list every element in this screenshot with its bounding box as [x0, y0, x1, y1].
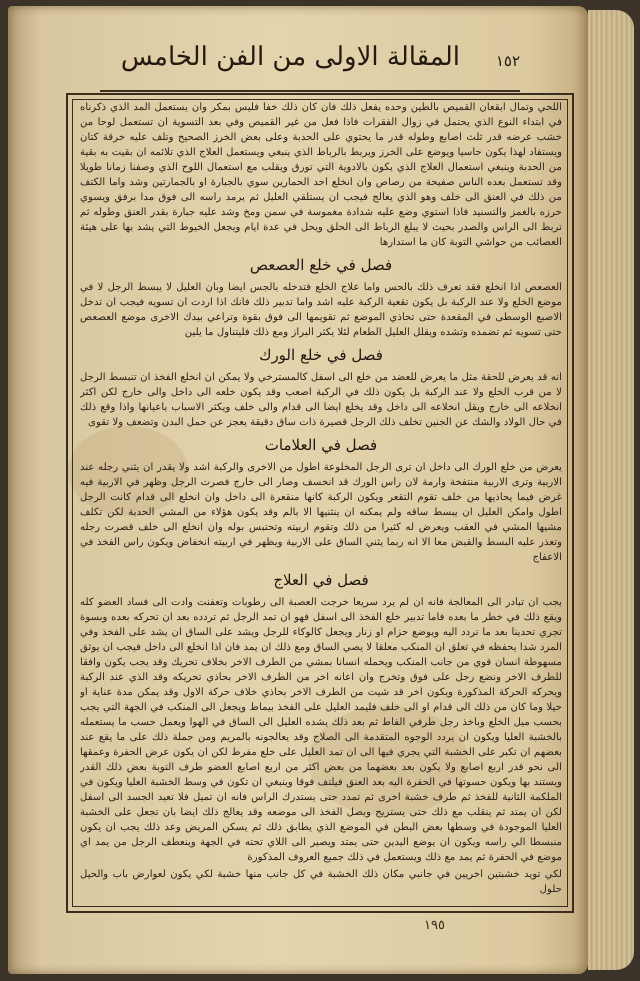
section-heading: فصل في العلامات: [264, 436, 378, 454]
section-text: يجب ان تبادر الى المعالجة فانه ان لم يرد سريعا خرجت العصبة الى رطوبات وتعفنت وادت الى فساد العضو كله ويقع ذلك في خطر ما بعده فاما تدبير خلع الفخذ الى اسفل فهو ان تمد الرجل ثم تردده بعد ان تحركه بعده وبسوة تجري تحدينا بعد ما تردد اليه ويوضع حزام او زنار ويجعل كالوكاء للرجل ويشد على الساق ان يشد على الفخذ وفي المرد شدا يحفظه في تعلق ان المنكب معلقا لا يصي الساق ومع ذلك ان يمد فان اذا انخلع الى داخل فيجب ان يوثق مسهوطة انسان قوي من جانب المنكب ويحمله انسانا بمشي من الطرف الاخر بخلاف تحريك وقد يجب يكون وافقا للطرف الاخر ونضع رجل على فوق وتخرج وان اعانه اخر من الطرف الاخر بحاذي تحريكه وقد الذي عند الركبة ويحركه الحركة المذكورة ويكون اخر قد شيت من الطرف الاخر بحاذي خلاف حركة الاول وقد يمكن مدة عناية او حيلا وما كان من ذلك الى قدام او الى خلف فليمد العليل على الفخذ بيماط ويجعل الى المنكب في الجهة التي يجب بحسب ميل الخلع وباخذ رجل طرفي الفاط ثم بعد ذلك يشده العليل الى الساق في الهوا ويعمل حسب ما يستعمله بالخشبة العليا ويكون ان يردد الوجوه المتقدمة الى الصلاح وقد يعالجونه بالمريم ومن جملة ذلك على ما يقع عند بعضهم ان تكبر على الخشبة التي يجري فيها الى ان تمد العليل على خلع مفرط لكن ان يكون عرض الحفرة وعمقها الى نحو قدر اربع اصابع ولا يكون بعد بعضهما من بعض اكثر من اربع اصابع العضو طرف التوبة بعض ذلك القدر ويستند بها ويكون حسوتها في الحفرة اليه بعد العنق فيلتف فوقا وينبغي ان تكون في وسط الخشبة العليا ويكون في الملكمة الثانية للفخذ ثم طرف خشبة اخرى ثم تمدد حتى يستدرك الراس فانه ان تميل فلا تعيد الجسد الى اسفل لكن ان يمتد ثم ينقلب مع ذلك حتى يستريح ويصل الفخذ الى موضعه وقد يعالج ذلك ايضا بان تجعل على الخشبة العليا الموجودة في وسطها بعض البطن في الموضع الذي يطابق ذلك ثم يسكن المريض وعد ذلك يجب ان يكون منبسطا الي راسه ويكون ان يوضع اليدين حتى يمتد ويصير الى اللاي تحته في الجهة وينعطف الرجل من يمد اي موضع في الحفرة ثم يمد مع ذلك ويستعمل في ذلك جميع العروف المذكورة: [80, 597, 562, 863]
section-heading: فصل في خلع العصعص: [249, 256, 393, 274]
section-text: العصعص اذا انخلع فقد تعرف ذلك بالحس واما علاج الخلع فتدخله بالجس ايضا وبان العليل لا يبسط الرجل لا في موضع الخلع ولا عند الركبة بل يكون تقعية الركبة عليه اشد واما تدبير ذلك فانك اذا اردت ان تسويه فيجب ان تدخل الاصبع الوسطى في المقعدة حتى تحاذي الموضع ثم تقويمها الى فوق بقوة وتراعي بيدك الاخرى موضع العصعص حتى تسويه ثم تضمده وتشده ويقلل العليل الطعام لئلا يكثر البراز ومع ذلك فليتناول ما يلين: [80, 282, 562, 338]
chapter-title: المقالة الاولى من الفن الخامس: [120, 42, 460, 72]
section-text: يعرض من خلع الورك الى داخل ان ترى الرجل المخلوعة اطول من الاخرى والركبة اشد ولا يقدر ان يثني رجله عند الاربية وترى الاربية منتفخة وارمة لان راس الورك قد انخسف وصار الى خارج فصرت الرجل وظهر في الاربية فيه غرض فيما يحاذيها من خلف تقوم التقعر ويكون الركبة كانها منقعرة الى داخل وان انخلع الى قدام كانت الرجل اطول وامكن العليل ان يبسط ساقه ولم يمكنه ان ينثنيها الا بالم وقد يكون هؤلاء من المشي الحدبة لكن تكلف مشيها المشي في العقب ويعرض له كثيرا من ذلك وتقوم اربيته وتحتبس بوله وان انخلع الى خلف قصرت رجله وتعذر عليه البسط والقبض معا الا انه ربما يثني الساق على الاربية ويظهر في اربيته انخفاض ويكون راس الفخذ في الاعفاج: [80, 462, 562, 563]
main-text: [80, 100, 562, 906]
section-heading: فصل في خلع الورك: [259, 346, 383, 364]
page-edges: [588, 10, 634, 970]
page-number-bottom: ١٩٥: [424, 918, 445, 933]
intro-paragraph: اللحي وتمال ابقعان القميص بالطين وحده يفعل ذلك فان كان ذلك خفا فليس بمكر وان يستعمل المد الذي ذكرناه في ابتداء النوع الذي يحتمل في زوال الفقرات فاذا فعل من غير القميص وفي بعد التسوية ان تستعمل لوحا من خشب عرضه قدر ثلث اصابع وطوله قدر ما يحتوي على الحدبة وعلى بعض الخرز الصحيح وتلف عليه خرقة كتان ويستفاد لهذا يكون حاسيا ويوضع على الخرز ويربط بالرباط الذي ينبغي ويستعمل العلاج الذي تلائمه ان بقيت به بقية من الحدبة وينبغي استعمال العلاج الذي يكون بالادوية التي تورق ويقلب مع استعمال اللوح الذي وصفنا زمانا طويلا وقد تستعمل بعده الناس صفيحة من رصاص وان انخلع احد الحمارين سوي بالجبارة او بالجمارتين وشد واما الكتف من ذلك في العنق الى خلف وهو الذي يعالج فيجب ان يستلقي العليل ثم يرمد راسه الى فوق مدا برفق ويسوي حرزه بالغمز والتسنيد فاذا استوي وضع عليه شدادة مغموسة في سمن ومخ وشد عليه جبارة بقدر العنق وطوله ثم تربط الى الراس والصدر بحيث لا يبلغ الرباط الى الحلق ويحل في عدة ايام ويجعل الخيوط التي يشد بها على هيئة العصائب من حواشي التوبة كان ما استدارها: [80, 102, 562, 248]
page-header: [100, 36, 520, 92]
section-heading: فصل في العلاج: [273, 571, 369, 589]
page-number-top: ١٥٢: [495, 52, 520, 70]
closing-paragraph: لكي تويد خشبتين اخريين في جانبي مكان ذلك الخشبة في كل جانب منها خشبة لكي يكون لعوارض باب والحيل حلول: [80, 869, 562, 895]
section-text: انه قد يعرض للحقة مثل ما يعرض للعضد من خلع الى اسفل كالمسترخي ولا يمكن ان انخلع الفخذ ان تنبسط الرجل لا من قرب الخلع ولا عند الركبة بل يكون ذلك في الركبة اصعب وقد يكون خلعه الى داخل والى خارج لكن اكثر انخلاعه الى خارج ويقل انخلاعه الى داخل وقد يخلع ايضا الى قدام والى خلف ويكثر الاسباب باعيانها واذا وقع ذلك في حال الولاد والشك عن الجنين تخلف ذلك الرجل قصيرة ذات ساق دقيقة يعجز عن حمل البدن وتضعف ولا تقوى: [80, 372, 562, 428]
